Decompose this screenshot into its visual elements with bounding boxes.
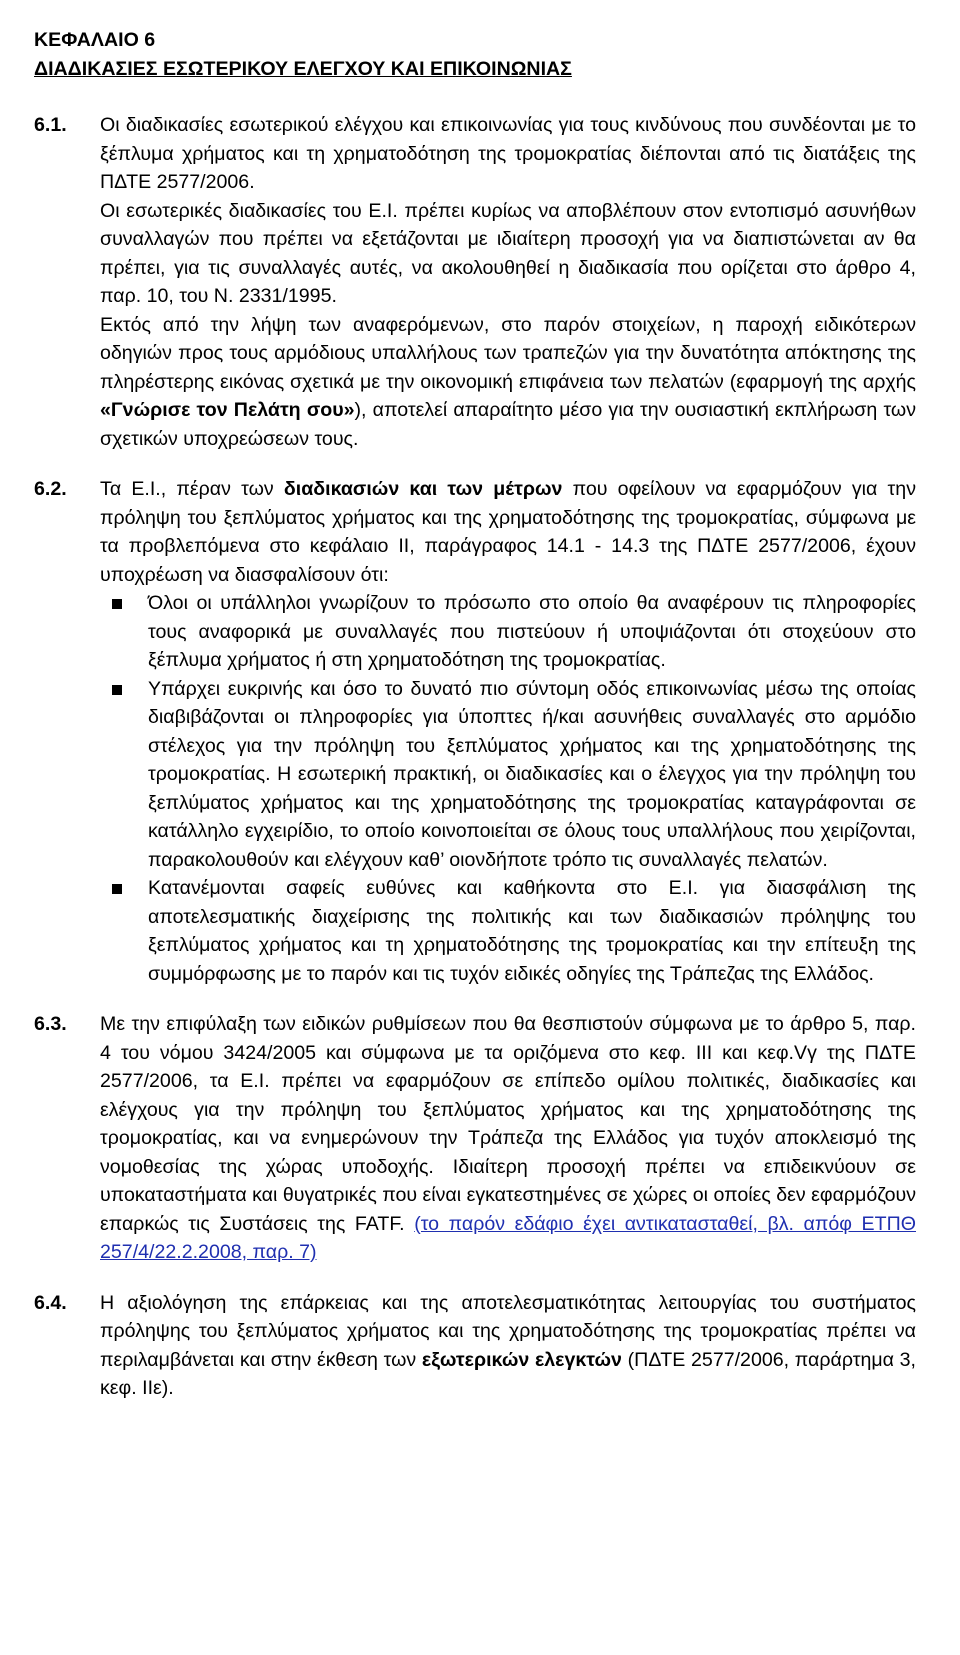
emphasis-text: «Γνώρισε τον Πελάτη σου» (100, 399, 355, 421)
square-bullet-icon (100, 589, 148, 675)
section-6-4 (34, 1289, 916, 1403)
list-item: Υπάρχει ευκρινής και όσο το δυνατό πιο σύντομη οδός επικοινωνίας μέσω της οποίας διαβιβάζονται οι πληροφορίες για ύποπτες ή/και ασυνήθεις συναλλαγές στο αρμόδιο στέλεχος για την πρόληψη του ξεπλύματος χρήματος και της χρηματοδότησης της τρομοκρατίας. Η εσωτερική πρακτική, οι διαδικασίες και ο έλεγχος για την πρόληψη του ξεπλύματος χρήματος και της χρηματοδότησης της τρομοκρατίας καταγράφονται σε κατάλληλο εγχειρίδιο, το οποίο κοινοποιείται σε όλους τους υπαλλήλους που χειρίζονται, παρακολουθούν και ελέγχουν καθ’ οιονδήποτε τρόπο τις συναλλαγές πελατών. (100, 675, 916, 875)
paragraph: Οι διαδικασίες εσωτερικού ελέγχου και επικοινωνίας για τους κινδύνους που συνδέονται με το ξέπλυμα χρήματος και τη χρηματοδότηση της τρομοκρατίας διέπονται από τις διατάξεις της ΠΔΤΕ 2577/2006. (100, 114, 916, 193)
paragraph: Τα Ε.Ι., πέραν των διαδικασιών και των μέτρων που οφείλουν να εφαρμόζουν για την πρόληψη του ξεπλύματος χρήματος και της χρηματοδότησης της τρομοκρατίας, σύμφωνα με τα προβλεπόμενα στο κεφάλαιο ΙΙ, παράγραφος 14.1 - 14.3 της ΠΔΤΕ 2577/2006, έχουν υποχρέωση να διασφαλίσουν ότι: (100, 478, 916, 586)
paragraph: Εκτός από την λήψη των αναφερόμενων, στο παρόν στοιχείων, η παροχή ειδικότερων οδηγιών προς τους αρμόδιους υπαλλήλους των τραπεζών για την δυνατότητα απόκτησης της πληρέστερης εικόνας σχετικά με την οικονομική επιφάνεια των πελατών (εφαρμογή της αρχής «Γνώρισε τον Πελάτη σου»), αποτελεί απαραίτητο μέσο για την ουσιαστική εκπλήρωση των σχετικών υποχρεώσεων τους. (100, 313, 916, 450)
square-bullet-icon (100, 874, 148, 988)
paragraph: Η αξιολόγηση της επάρκειας και της αποτελεσματικότητας λειτουργίας του συστήματος πρόληψης του ξεπλύματος χρήματος και της χρηματοδότησης της τρομοκρατίας πρέπει να περιλαμβάνεται και στην έκθεση των εξωτερικών ελεγκτών (ΠΔΤΕ 2577/2006, παράρτημα 3, κεφ. ΙΙε). (100, 1291, 916, 1399)
emphasis-text: εξωτερικών ελεγκτών (421, 1348, 622, 1371)
list-item: Όλοι οι υπάλληλοι γνωρίζουν το πρόσωπο στο οποίο θα αναφέρουν τις πληροφορίες τους αναφορικά με συναλλαγές που πιστεύουν ή υποψιάζονται ότι στοχεύουν στο ξέπλυμα χρήματος ή στη χρηματοδότηση της τρομοκρατίας. (100, 589, 916, 675)
section-6-2 (34, 475, 916, 589)
paragraph: Με την επιφύλαξη των ειδικών ρυθμίσεων που θα θεσπιστούν σύμφωνα με το άρθρο 5, παρ. 4 του νόμου 3424/2005 και σύμφωνα με τα οριζόμενα στο κεφ. ΙΙΙ και κεφ.Vγ της ΠΔΤΕ 2577/2006, τα Ε.Ι. πρέπει να εφαρμόζουν σε επίπεδο ομίλου πολιτικές, διαδικασίες και ελέγχους για την πρόληψη του ξεπλύματος χρήματος και της χρηματοδότησης της τρομοκρατίας, και να ενημερώνουν την Τράπεζα της Ελλάδος για τυχόν αποκλεισμό της νομοθεσίας της χώρας υποδοχής. Ιδιαίτερη προσοχή πρέπει να επιδεικνύουν σε υποκαταστήματα και θυγατρικές που είναι εγκατεστημένες σε χώρες οι οποίες δεν εφαρμόζουν επαρκώς τις Συστάσεις της FATF. (το παρόν εδάφιο έχει αντικατασταθεί, βλ. απόφ ΕΤΠΘ 257/4/22.2.2008, παρ. 7) (100, 1013, 916, 1263)
section-6-1 (34, 111, 916, 453)
paragraph: Οι εσωτερικές διαδικασίες του Ε.Ι. πρέπει κυρίως να αποβλέπουν στον εντοπισμό ασυνήθων συναλλαγών που πρέπει να εξετάζονται με ιδιαίτερη προσοχή για να διαπιστώνεται αν θα πρέπει, για τις συναλλαγές αυτές, να ακολουθηθεί η διαδικασία που ορίζεται στο άρθρο 4, παρ. 10, του Ν. 2331/1995. (100, 199, 916, 307)
amendment-link[interactable]: (το παρόν εδάφιο έχει αντικατασταθεί, βλ. απόφ ΕΤΠΘ 257/4/22.2.2008, παρ. 7) (100, 1212, 916, 1263)
section-number: 6.1. (34, 114, 67, 136)
section-number: 6.2. (34, 478, 67, 500)
list-item: Κατανέμονται σαφείς ευθύνες και καθήκοντα στο Ε.Ι. για διασφάλιση της αποτελεσματικής διαχείρισης της πολιτικής και των διαδικασιών πρόληψης του ξεπλύματος χρήματος και τη χρηματοδότησης της τρομοκρατίας και την επίτευξη της συμμόρφωσης με το παρόν και τις τυχόν ειδικές οδηγίες της Τράπεζας της Ελλάδος. (100, 874, 916, 988)
section-number: 6.3. (34, 1013, 67, 1035)
chapter-subtitle: ΔΙΑΔΙΚΑΣΙΕΣ ΕΣΩΤΕΡΙΚΟΥ ΕΛΕΓΧΟΥ ΚΑΙ ΕΠΙΚΟΙΝΩΝΙΑΣ (34, 57, 572, 80)
section-6-3 (34, 1010, 916, 1267)
bullet-list (100, 589, 916, 988)
square-bullet-icon (100, 675, 148, 875)
chapter-title: ΚΕΦΑΛΑΙΟ 6 (34, 29, 156, 51)
section-number: 6.4. (34, 1291, 67, 1314)
emphasis-text: διαδικασιών και των μέτρων (283, 478, 563, 500)
